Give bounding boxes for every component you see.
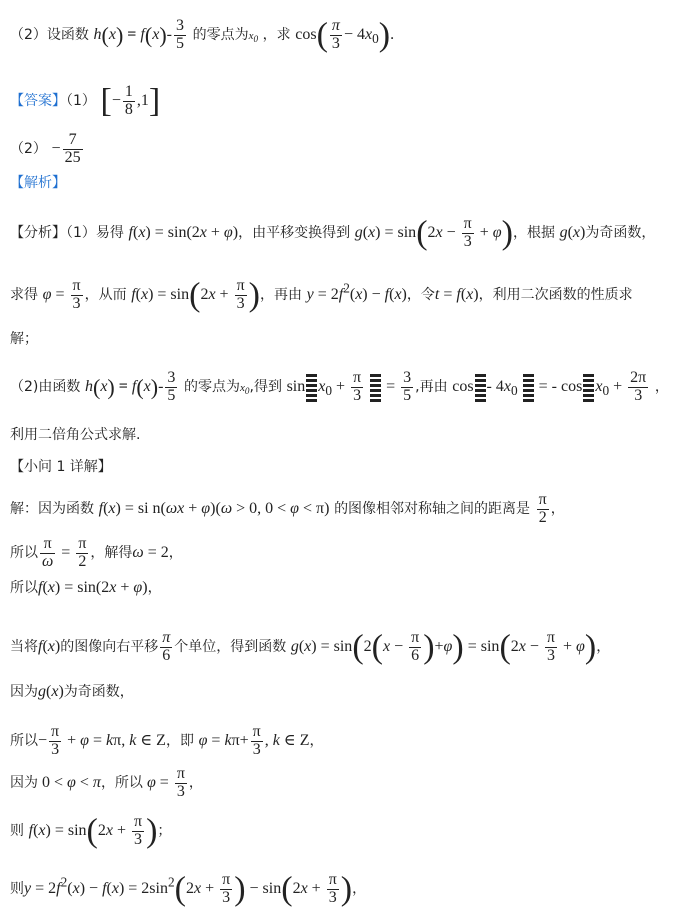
- jie-f-def: f(x) = si n(ωx + φ)(ω > 0, 0 < φ < π): [98, 499, 330, 517]
- yinwei-text-b: 为奇函数，: [63, 684, 134, 700]
- fenxi-formula-2: g(x) = sin(2x − $\frac{\pi}{3}$ + φ): [354, 214, 513, 252]
- suoyi3-text-a: 所以: [10, 732, 38, 749]
- yinwei-line: [10, 684, 134, 700]
- suoyi1-text-c: ，: [168, 544, 183, 561]
- q2-cos-expr: cos( $\frac{\pi}{3}$ − $4x_0$).: [295, 16, 395, 54]
- answer-1-value: [− $\frac{1}{8}$ ,1]: [100, 82, 161, 120]
- fenxi-text-2a: 求得: [10, 286, 38, 303]
- yinwei-2-line: [10, 766, 203, 801]
- yinwei2-text-a: 因为: [10, 774, 38, 791]
- p2-h-expr: h(x) = f(x)- $\frac{3}{5}$: [84, 369, 176, 404]
- jie-line: [10, 492, 565, 527]
- omega-val: ω = 2: [132, 543, 169, 561]
- answer-2-label: （2）: [10, 140, 47, 157]
- k-eq-1: − $\frac{\pi}{3}$ + φ = kπ, k ∈ Z: [38, 723, 166, 758]
- f-formula: f(x) = sin(2x + $\frac{\pi}{3}$ ): [131, 276, 260, 314]
- phi-result: φ = $\frac{\pi}{3}$: [146, 765, 185, 800]
- answer-1-label: （1）: [66, 92, 96, 109]
- p2-text-d: ,再由: [415, 378, 448, 395]
- ze1-text-b: ；: [157, 822, 172, 839]
- xiaowen-1-tag: 【小问 1 详解】: [10, 459, 112, 475]
- y-formula: $y = 2f^2(x) - f(x)$: [306, 280, 407, 303]
- fenxi-text-1d: 为奇函数，: [585, 224, 656, 241]
- suoyi3-text-c: ，: [309, 732, 324, 749]
- fenxi-line-2: [10, 278, 633, 313]
- ze2-text-a: 则: [10, 880, 24, 897]
- dang-text-d: ，: [596, 638, 611, 655]
- fenxi-text-2e: ，利用二次函数的性质求: [478, 286, 633, 303]
- jie-dist: $\frac{\pi}{2}$: [538, 491, 547, 526]
- ze2-text-b: ，: [352, 880, 367, 897]
- ze-1-line: [10, 814, 171, 849]
- dang-text-c: 个单位，得到函数: [174, 638, 287, 655]
- k-eq-2: φ = kπ+ $\frac{\pi}{3}$ , k ∈ Z: [198, 723, 310, 758]
- dang-f: f(x): [38, 637, 61, 655]
- fenxi-text-1a: （1）易得: [66, 224, 124, 241]
- ze2-formula: $y = 2f^2(x) - f(x) = 2\sin^2(2x$ + $\frac{\pi}{3}$ ) − sin(2x + $\frac{\pi}{3}$ ): [24, 870, 353, 908]
- suoyi2-text-a: 所以: [10, 580, 38, 596]
- ze1-text-a: 则: [10, 822, 24, 839]
- answer-2-line: [10, 132, 85, 167]
- f-sin-phi: f(x) = sin(2x + φ): [38, 579, 148, 596]
- question-2-line: （2）设函数 h(x) = f(x)- $\frac{3}{5}$ 的零点为$x_0$ ，求 cos( $\frac{\pi}{3}$ − $4x_0$).: [10, 16, 395, 54]
- fenxi-line-1: [10, 216, 655, 251]
- suoyi1-text-a: 所以: [10, 544, 38, 561]
- phi-value: φ = $\frac{\pi}{3}$: [42, 277, 81, 312]
- suoyi-3-line: [10, 724, 323, 759]
- p2-sin-expr: $\sin x_0$ + $\frac{\pi}{3}$ = $\frac{3}{5}$: [286, 369, 412, 404]
- fenxi-text-1b: ，由平移变换得到: [238, 224, 351, 241]
- p2-text-c: ,得到: [249, 378, 282, 395]
- p2-cos-expr: cos - $4x_0$ = - $\cos x_0$ + $\frac{2\pi}{3}$: [452, 369, 647, 404]
- fenxi-text-2b: ，从而: [84, 286, 127, 303]
- fenxi-formula-3: g(x): [559, 223, 586, 241]
- yinwei2-text-b: ，所以: [100, 774, 143, 791]
- answer-line: [10, 84, 160, 119]
- suoyi3-text-b: ，即: [165, 732, 194, 749]
- omega-eq: $\frac{\pi}{\omega}$ = $\frac{\pi}{2}$: [42, 535, 87, 570]
- ze1-formula: f(x) = sin(2x + $\frac{\pi}{3}$ ): [28, 812, 158, 850]
- fenxi-formula-1: f(x) = sin(2x + φ): [128, 223, 239, 241]
- part2-method: 利用二倍角公式求解.: [10, 427, 141, 443]
- fenxi-tag: 【分析】: [10, 224, 66, 241]
- dang-text-a: 当将: [10, 638, 38, 655]
- dang-text-b: 的图像向右平移: [60, 638, 159, 655]
- phi-range: 0 < φ < π: [38, 773, 101, 791]
- ze-2-line: [10, 872, 366, 907]
- suoyi-1-line: [10, 536, 183, 571]
- q2-prefix: （2）设函数: [10, 26, 89, 43]
- shift-amount: $\frac{\pi}{6}$: [162, 629, 171, 664]
- t-formula: t = f(x): [434, 285, 479, 303]
- p2-text-e: ，: [654, 378, 669, 395]
- suoyi1-text-b: ，解得: [90, 544, 133, 561]
- fenxi-text-2d: ，令: [406, 286, 435, 303]
- part2-line: （2)由函数 h(x) = f(x)- $\frac{3}{5}$ 的零点为$x_0$,得到 $\sin x_0$ + $\frac{\pi}{3}$ = $\frac{3}{5}$ ,再由 cos - $4x_0$ = - $\cos x_0$ + $\frac{2\pi}{3}$ ，: [10, 369, 669, 404]
- analysis-tag: 【解析】: [10, 175, 66, 191]
- p2-text-a: （2)由函数: [10, 378, 81, 395]
- q2-ask: ，求: [262, 26, 291, 43]
- yinwei-g: g(x): [38, 683, 64, 700]
- yinwei-text-a: 因为: [10, 684, 38, 700]
- fenxi-line-3: 解；: [10, 331, 38, 347]
- q2-expr: h(x) = f(x)- $\frac{3}{5}$: [93, 17, 184, 52]
- dang-line: [10, 630, 610, 665]
- suoyi2-text-b: ，: [147, 580, 162, 596]
- fenxi-text-1c: ，根据: [512, 224, 555, 241]
- g-derivation: g(x) = sin(2(x − $\frac{\pi}{6}$ )+φ) = sin(2x − $\frac{\pi}{3}$ + φ): [290, 628, 597, 666]
- q2-mid: 的零点为: [192, 26, 249, 43]
- fenxi-text-2c: ，再由: [259, 286, 302, 303]
- jie-text-c: ，: [550, 500, 565, 517]
- p2-text-b: 的零点为: [184, 378, 241, 395]
- yinwei2-text-c: ，: [188, 774, 203, 791]
- jie-text-b: 的图像相邻对称轴之间的距离是: [334, 500, 531, 517]
- answer-2-value: − $\frac{7}{25}$: [51, 131, 81, 166]
- answer-tag: 【答案】: [10, 92, 66, 109]
- suoyi-2-line: [10, 580, 162, 596]
- jie-text-a: 解：因为函数: [10, 500, 94, 517]
